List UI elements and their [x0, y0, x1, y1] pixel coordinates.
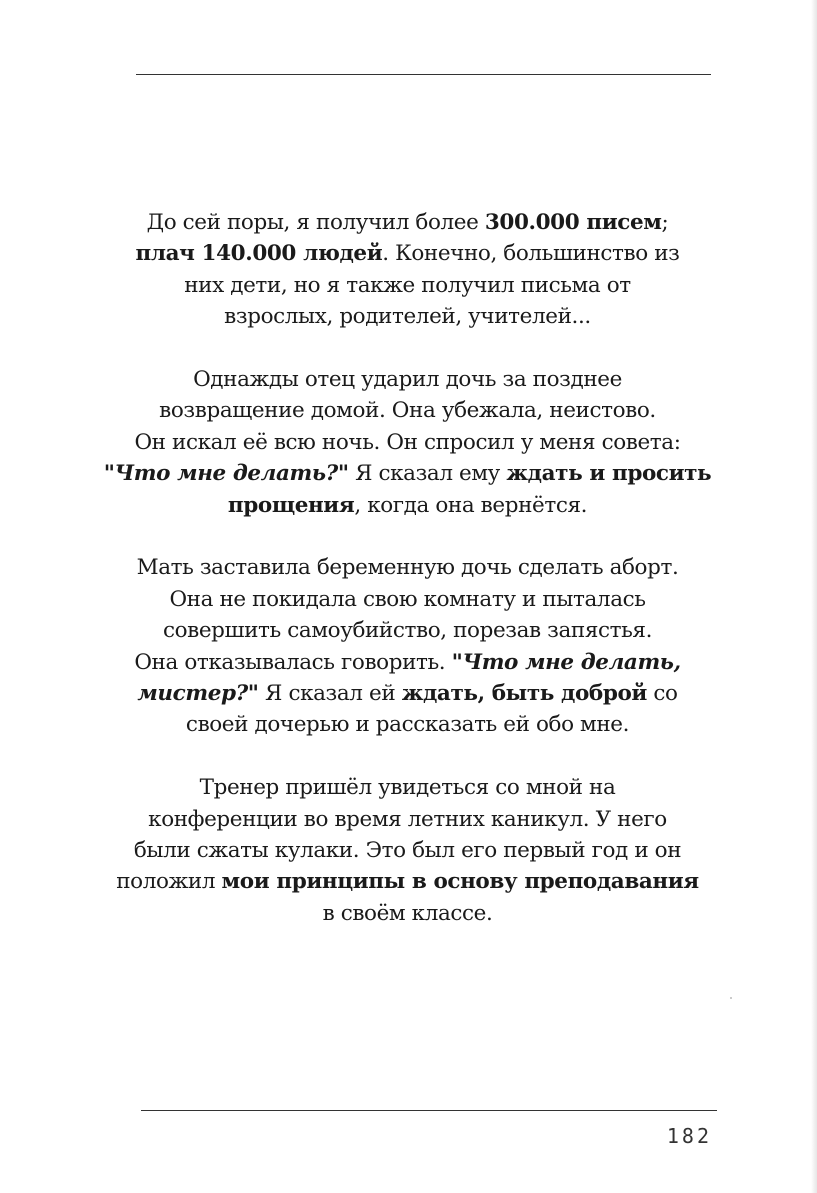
text-line [80, 615, 735, 646]
text-segment: конференции во время летних каникул. У него [148, 806, 667, 832]
text-segment: положил [116, 869, 222, 895]
quote-bold-italic: мистер?" [137, 681, 259, 707]
text-segment: взрослых, родителей, учителей... [224, 304, 591, 330]
text-line [80, 866, 735, 897]
text-line [80, 584, 735, 615]
text-line [80, 647, 735, 678]
scan-speck [730, 997, 732, 999]
text-line [80, 552, 735, 583]
text-segment: своей дочерью и рассказать ей обо мне. [185, 712, 630, 738]
quote-bold-italic: "Что мне делать, [451, 649, 681, 675]
text-segment: в своём классе. [322, 900, 493, 926]
text-segment: Он искал её всю ночь. Он спросил у меня совета: [134, 429, 681, 455]
text-line [80, 301, 735, 332]
text-line [80, 709, 735, 740]
text-segment: Она отказывалась говорить. [134, 649, 452, 675]
text-line [80, 490, 735, 521]
text-line [80, 678, 735, 709]
emphasis-bold: мои принципы в основу преподавания [221, 869, 699, 895]
page-number: 182 [666, 1124, 712, 1148]
quote-bold-italic: "Что мне делать?" [103, 461, 349, 487]
paragraph [80, 364, 735, 521]
text-segment: Я сказал ему [348, 461, 507, 487]
text-segment: Она не покидала свою комнату и пыталась [169, 586, 646, 612]
text-segment: Я сказал ей [258, 681, 402, 707]
text-line [80, 835, 735, 866]
text-segment: . Конечно, большинство из [382, 241, 680, 267]
text-segment: со [646, 681, 678, 707]
text-line [80, 772, 735, 803]
bottom-rule [141, 1110, 717, 1111]
text-line [80, 395, 735, 426]
top-rule [136, 74, 711, 75]
emphasis-bold: ждать, быть доброй [401, 681, 647, 707]
text-line [80, 898, 735, 929]
text-segment: Мать заставила беременную дочь сделать аборт. [136, 555, 679, 581]
text-segment: них дети, но я также получил письма от [184, 272, 631, 298]
page-edge-shadow [811, 0, 817, 1193]
text-line [80, 270, 735, 301]
text-segment: совершить самоубийство, порезав запястья. [162, 618, 653, 644]
text-segment: были сжаты кулаки. Это был его первый год и он [133, 838, 682, 864]
text-segment: ; [661, 210, 669, 235]
body-text [80, 207, 735, 961]
emphasis-bold: прощения [227, 492, 355, 518]
text-segment: Тренер пришёл увидеться со мной на [199, 775, 616, 801]
text-line [80, 458, 735, 489]
paragraph [80, 207, 735, 333]
emphasis-bold: 300.000 писем [484, 210, 662, 235]
paragraph [80, 552, 735, 740]
text-line [80, 427, 735, 458]
text-segment: , когда она вернётся. [354, 492, 588, 518]
text-segment: возвращение домой. Она убежала, неистово. [159, 398, 656, 424]
text-segment: Однажды отец ударил дочь за позднее [193, 367, 622, 393]
emphasis-bold: плач 140.000 людей [135, 241, 383, 267]
text-line [80, 207, 735, 238]
paragraph [80, 772, 735, 929]
text-line [80, 364, 735, 395]
text-line [80, 238, 735, 269]
emphasis-bold: ждать и просить [506, 461, 712, 487]
text-line [80, 804, 735, 835]
text-segment: До сей поры, я получил более [146, 210, 485, 235]
